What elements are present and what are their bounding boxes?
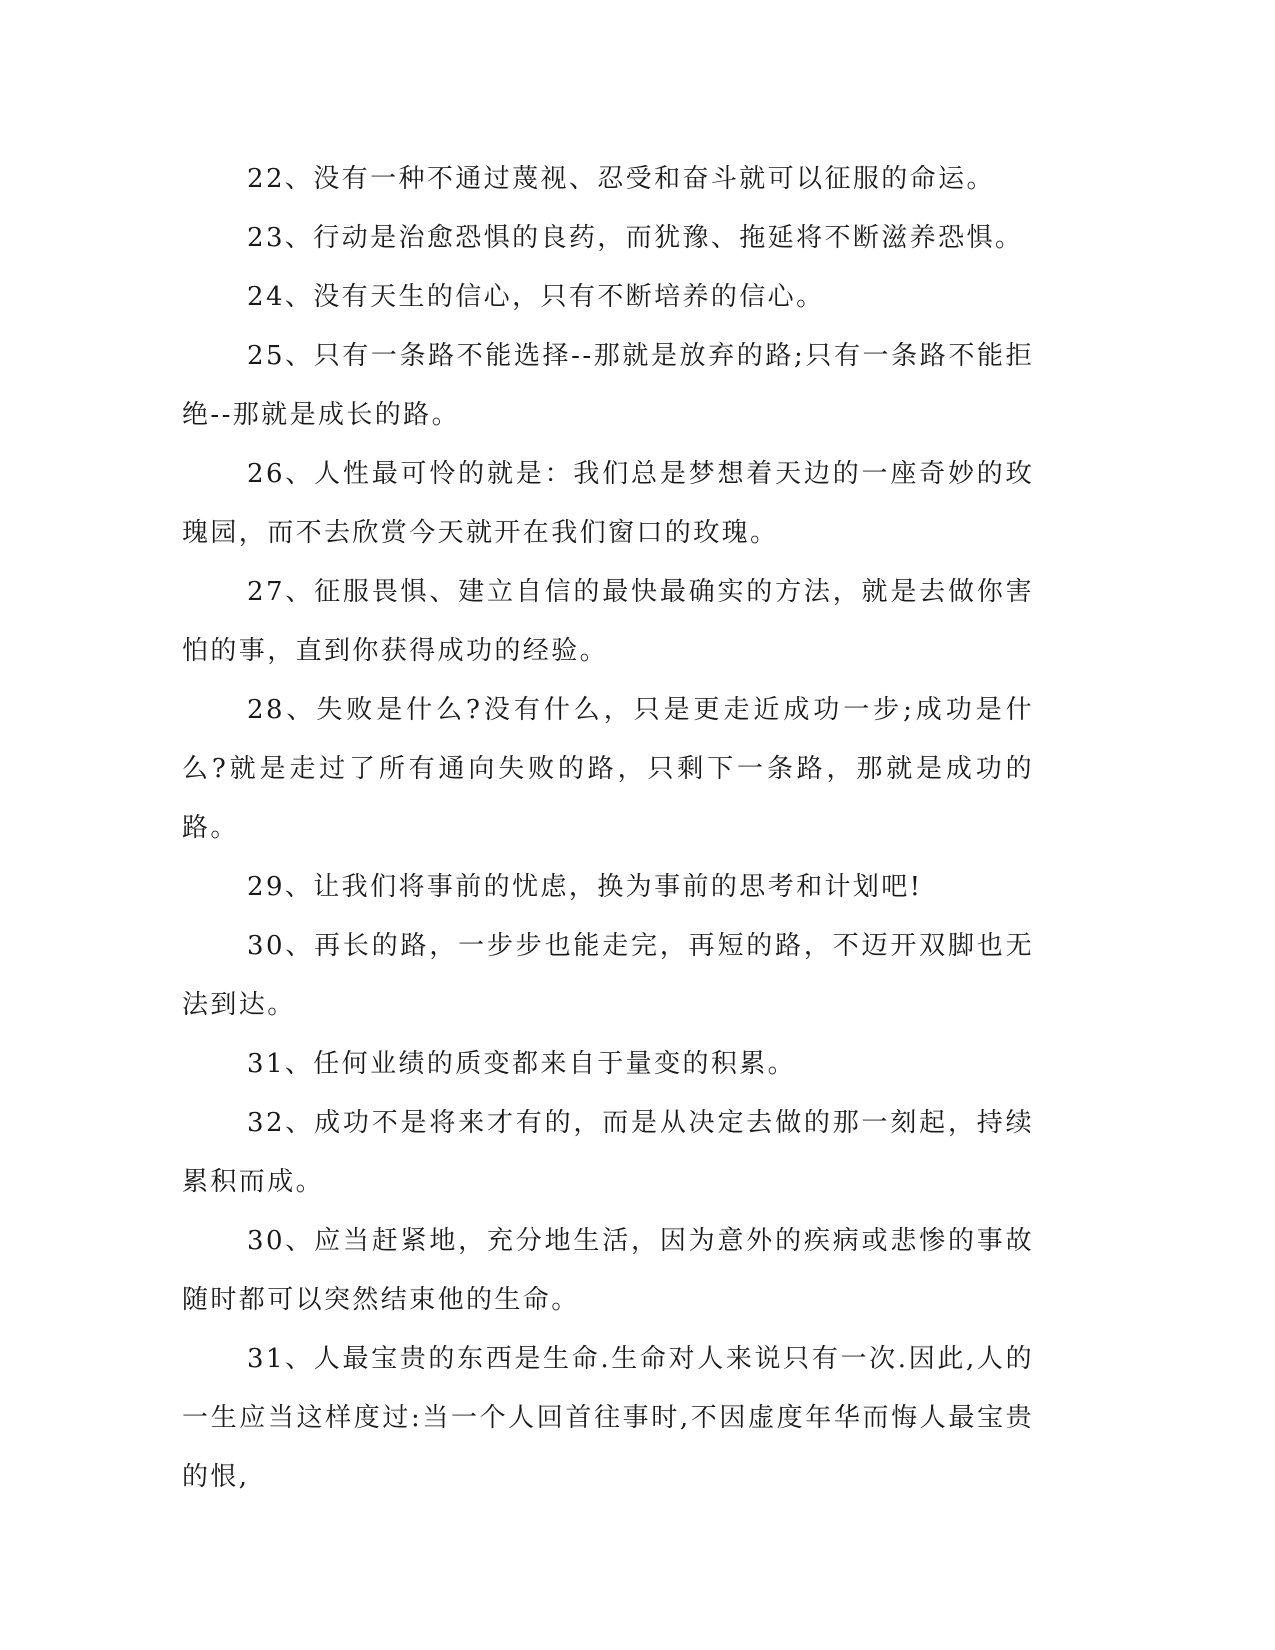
paragraph-25: 25、只有一条路不能选择--那就是放弃的路;只有一条路不能拒绝--那就是成长的路。	[182, 341, 1034, 430]
paragraph-23: 23、行动是治愈恐惧的良药，而犹豫、拖延将不断滋养恐惧。	[247, 223, 1024, 253]
paragraph-29: 29、让我们将事前的忧虑，换为事前的思考和计划吧!	[247, 872, 923, 902]
paragraph-22: 22、没有一种不通过蔑视、忍受和奋斗就可以征服的命运。	[247, 164, 995, 194]
paragraph-30-second: 30、应当赶紧地，充分地生活，因为意外的疾病或悲惨的事故随时都可以突然结束他的生命。	[182, 1226, 1034, 1315]
paragraph-32: 32、成功不是将来才有的，而是从决定去做的那一刻起，持续累积而成。	[182, 1108, 1034, 1197]
paragraph-27: 27、征服畏惧、建立自信的最快最确实的方法，就是去做你害怕的事，直到你获得成功的经验。	[182, 577, 1034, 666]
paragraph-31: 31、任何业绩的质变都来自于量变的积累。	[247, 1049, 797, 1079]
paragraph-24: 24、没有天生的信心，只有不断培养的信心。	[247, 282, 825, 312]
document-body	[182, 150, 1034, 1507]
paragraph-30: 30、再长的路，一步步也能走完，再短的路，不迈开双脚也无法到达。	[182, 931, 1034, 1020]
paragraph-28: 28、失败是什么?没有什么，只是更走近成功一步;成功是什么?就是走过了所有通向失败的路，只剩下一条路，那就是成功的路。	[182, 695, 1034, 843]
paragraph-31-second: 31、人最宝贵的东西是生命.生命对人来说只有一次.因此,人的一生应当这样度过:当一个人回首往事时,不因虚度年华而悔人最宝贵的恨,	[182, 1344, 1034, 1492]
paragraph-26: 26、人性最可怜的就是：我们总是梦想着天边的一座奇妙的玫瑰园，而不去欣赏今天就开在我们窗口的玫瑰。	[182, 459, 1034, 548]
